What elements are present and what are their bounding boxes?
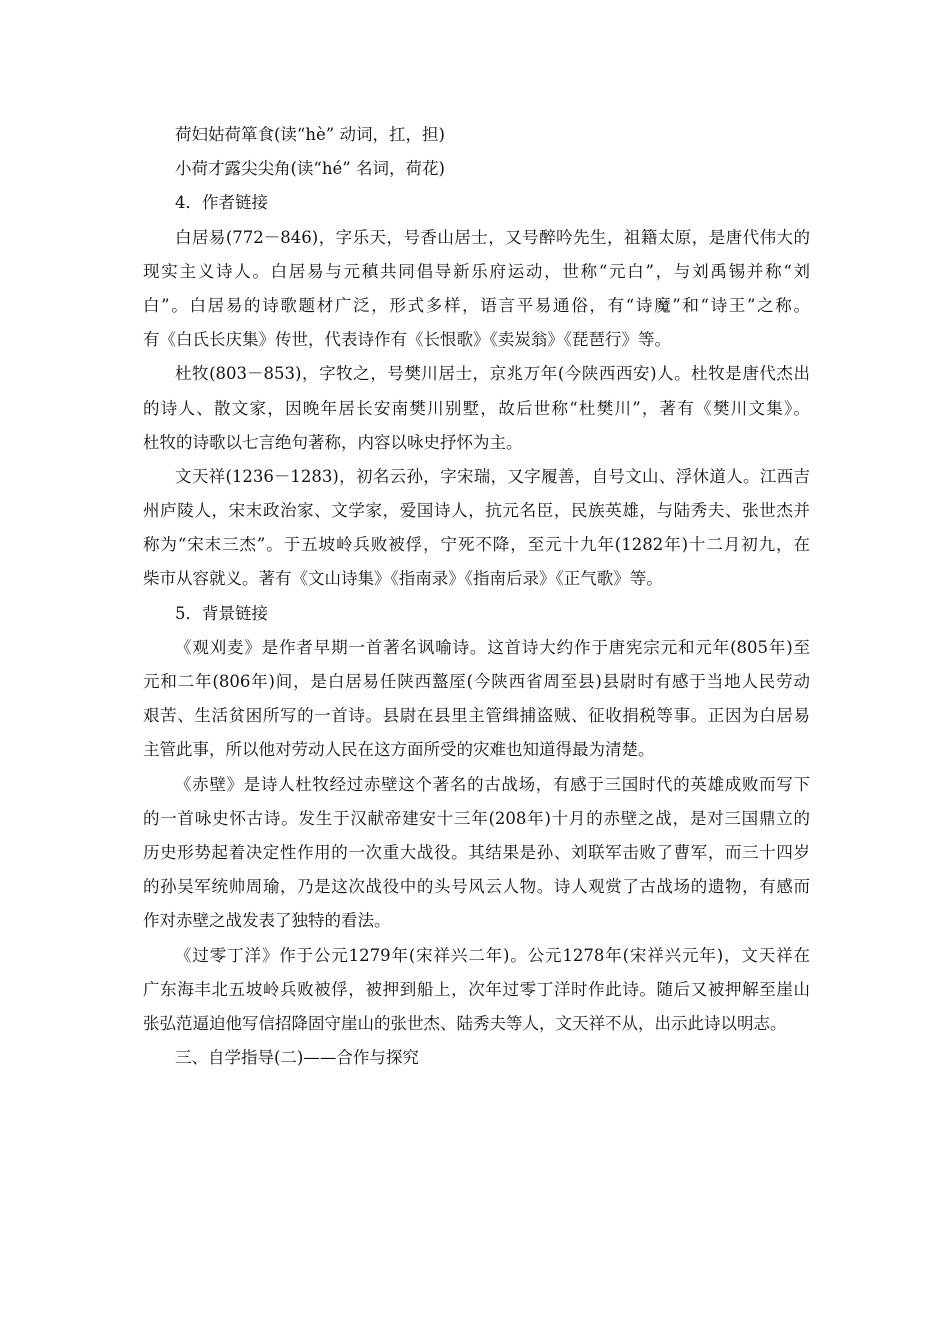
section-heading-author-links: 4．作者链接 xyxy=(175,193,268,213)
paragraph-line: 历史形势起着决定性作用的一次重大战役。其结果是孙、刘联军击败了曹军，而三十四岁 xyxy=(143,842,810,862)
paragraph-line: 的诗人、散文家，因晚年居长安南樊川别墅，故后世称“杜樊川”，著有《樊川文集》。 xyxy=(143,398,810,418)
paragraph-line: 现实主义诗人。白居易与元稹共同倡导新乐府运动，世称“元白”，与刘禹锡并称“刘 xyxy=(143,261,810,281)
paragraph-guo-ling-ding-yang xyxy=(143,939,810,1042)
paragraph-chi-bi xyxy=(143,768,810,939)
paragraph-line: 称为“宋末三杰”。于五坡岭兵败被俘，宁死不降，至元十九年(1282年)十二月初九，在 xyxy=(143,535,810,555)
paragraph-guan-yi-mai xyxy=(143,631,810,768)
paragraph-line: 的孙吴军统帅周瑜，乃是这次战役中的头号风云人物。诗人观赏了古战场的遗物，有感而 xyxy=(143,877,810,897)
pronunciation-example-he2: 小荷才露尖尖角(读“hé” 名词，荷花) xyxy=(175,159,445,179)
paragraph-line: 白”。白居易的诗歌题材广泛，形式多样，语言平易通俗，有“诗魔”和“诗王”之称。 xyxy=(143,295,810,315)
paragraph-line: 的一首咏史怀古诗。发生于汉献帝建安十三年(208年)十月的赤壁之战，是对三国鼎立的 xyxy=(143,808,810,828)
section-heading-background-links: 5．背景链接 xyxy=(175,603,268,623)
paragraph-line: 艰苦、生活贫困所写的一首诗。县尉在县里主管缉捕盗贼、征收捐税等事。正因为白居易 xyxy=(143,706,810,726)
paragraph-line: 杜牧(803－853)，字牧之，号樊川居士，京兆万年(今陕西西安)人。杜牧是唐代杰出 xyxy=(175,364,810,384)
paragraph-line: 《赤壁》是诗人杜牧经过赤壁这个著名的古战场，有感于三国时代的英雄成败而写下 xyxy=(175,774,810,794)
paragraph-line: 白居易(772－846)，字乐天，号香山居士，又号醉吟先生，祖籍太原，是唐代伟大的 xyxy=(175,227,810,247)
paragraph-line: 《过零丁洋》作于公元1279年(宋祥兴二年)。公元1278年(宋祥兴元年)，文天祥在 xyxy=(175,945,810,965)
paragraph-line: 有《白氏长庆集》传世，代表诗作有《长恨歌》《卖炭翁》《琵琶行》等。 xyxy=(143,330,671,350)
paragraph-line: 元和二年(806年)间，是白居易任陕西盩厔(今陕西省周至县)县尉时有感于当地人民劳动 xyxy=(143,672,810,691)
paragraph-du-mu xyxy=(143,357,810,460)
paragraph-line: 作对赤壁之战发表了独特的看法。 xyxy=(143,911,391,931)
paragraph-line: 州庐陵人，宋末政治家、文学家，爱国诗人，抗元名臣，民族英雄，与陆秀夫、张世杰并 xyxy=(143,501,810,521)
paragraph-line: 杜牧的诗歌以七言绝句著称，内容以咏史抒怀为主。 xyxy=(143,432,523,452)
section-heading-self-study-guide-2: 三、自学指导(二)——合作与探究 xyxy=(175,1048,419,1068)
paragraph-line: 张弘范逼迫他写信招降固守崖山的张世杰、陆秀夫等人，文天祥不从，出示此诗以明志。 xyxy=(143,1013,787,1033)
paragraph-line: 《观刈麦》是作者早期一首著名讽喻诗。这首诗大约作于唐宪宗元和元年(805年)至 xyxy=(175,637,810,657)
paragraph-line: 广东海丰北五坡岭兵败被俘，被押到船上，次年过零丁洋时作此诗。随后又被押解至崖山 xyxy=(143,979,810,999)
document-body xyxy=(143,118,810,1075)
paragraph-wen-tianxiang xyxy=(143,460,810,597)
pronunciation-example-he4: 荷妇姑荷箪食(读“hè” 动词，扛，担) xyxy=(175,125,445,144)
paragraph-line: 柴市从容就义。著有《文山诗集》《指南录》《指南后录》《正气歌》等。 xyxy=(143,569,663,589)
paragraph-bai-juyi xyxy=(143,221,810,358)
paragraph-line: 文天祥(1236－1283)，初名云孙，字宋瑞，又字履善，自号文山、浮休道人。江西吉 xyxy=(175,466,810,486)
paragraph-line: 主管此事，所以他对劳动人民在这方面所受的灾难也知道得最为清楚。 xyxy=(143,740,655,760)
